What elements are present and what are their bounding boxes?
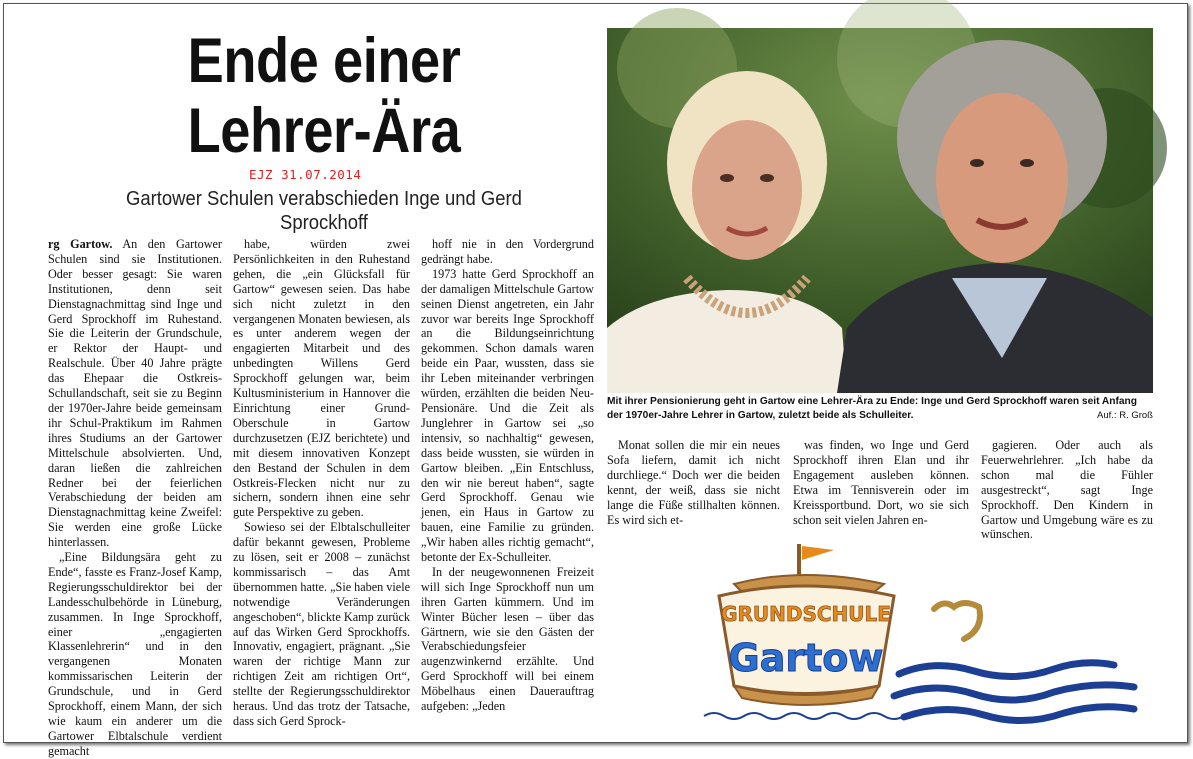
- article-text: An den Gartower Schulen sind sie Institutionen. Oder besser gesagt: Sie waren Institutionen, denn seit Dienstagnachmittag sind Inge und Gerd Sprockhoff im Ruhestand. Sie die Leiterin der Grundschule, er Rektor der Haupt- und Realschule. Über 40 Jahre prägte das Ehepaar die Ostkreis-Schullandschaft, seit sie zu Beginn der 1970er-Jahre beide gemeinsam ihr Schul-Praktikum im Rahmen ihres Studiums an der Gartower Mittelschule absolvierten. Und, daran ließen die zahlreichen Redner bei der feierlichen Verabschiedung der beiden am Dienstagnachmittag keine Zweifel: Sie werden eine große Lücke hinterlassen.: [48, 237, 222, 550]
- article-column-4: [607, 438, 780, 527]
- article-paragraph: [48, 237, 222, 550]
- article-column-6: [981, 438, 1153, 542]
- article-text: was finden, wo Inge und Gerd Sprockhoff ihren Elan und ihr Engagement ausleben können. Etwa im Tennisverein oder im Kreissportbund. Dort, wo sie sich schon seit vielen Jahren en-: [793, 438, 969, 527]
- article-text: hoff nie in den Vordergrund gedrängt habe.: [421, 237, 594, 266]
- article-text: 1973 hatte Gerd Sprockhoff an der damaligen Mittelschule Gartow seinen Dienst angetreten, ein Jahr zuvor war bereits Inge Sprockhoff an die Bildungseinrichtung gekommen. Schon damals waren beide ein Paar, wussten, dass sie ihr Leben miteinander verbringen würden, erzählten die beiden Neu-Pensionäre. Und die Zeit als Junglehrer in Gartow sei „so intensiv, so nachhaltig“ gewesen, dass beide wussten, sie würden in Gartow bleiben. „Ein Entschluss, den wir nie bereut haben“, sagte Gerd Sprockhoff. Genau wie jenen, ein Haus in Gartow zu bauen, eine Familie zu gründen. „Wir haben alles richtig gemacht“, betonte der Ex-Schulleiter.: [421, 266, 594, 565]
- subheadline: Gartower Schulen verabschieden Inge und Gerd Sprockhoff: [126, 187, 522, 234]
- photo-caption: [607, 395, 1153, 422]
- newspaper-page: [3, 3, 1188, 758]
- article-paragraph: [421, 267, 594, 565]
- article-text: habe, würden zwei Persönlichkeiten in den Ruhestand gehen, die „ein Glücksfall für Gartow“ gewesen seien. Das habe sich nicht zuletzt in den vergangenen Monaten bewiesen, als es unter anderem wegen der engagierten Mitarbeit und des unbedingten Willens Gerd Sprockhoff gelungen war, beim Kultusministerium in Hannover die Einrichtung einer Grund-Oberschule in Gartow durchzusetzen (EJZ berichtete) und mit diesem innovativen Konzept den Bestand der Schulen in dem Ostkreis-Flecken nicht nur zu sichern, sondern ihnen eine sehr gute Perspektive zu geben.: [233, 237, 410, 520]
- photo-credit: Auf.: R. Groß: [1091, 409, 1153, 423]
- article-paragraph: [981, 438, 1153, 542]
- headline: [131, 26, 518, 166]
- logo-text-line-2: Gartow: [728, 636, 884, 680]
- article-column-3: [421, 237, 594, 714]
- article-paragraph: [421, 565, 594, 714]
- article-text: Monat sollen die mir ein neues Sofa liefern, damit ich nicht durchliege.“ Doch wer die beiden kennt, der weiß, dass sie nicht lange die Füße stillhalten können. Es wird sich et-: [607, 438, 780, 527]
- headline-line-2: Lehrer-Ära: [187, 96, 461, 166]
- article-column-5: [793, 438, 969, 527]
- article-paragraph: [233, 237, 410, 520]
- article-paragraph: [421, 237, 594, 267]
- article-text: In der neugewonnenen Freizeit will sich Inge Sprockhoff nun um ihren Garten kümmern. Und im Winter Bücher lesen – über das Gärtnern, wie sie den Gästen der Verabschiedungsfeier augenzwinkernd erzählte. Und Gerd Sprockhoff will bei einem Möbelhaus einen Dauerauftrag aufgeben: „Jeden: [421, 564, 594, 714]
- article-paragraph: [793, 438, 969, 527]
- article-paragraph: [48, 550, 222, 759]
- dateline: EJZ 31.07.2014: [249, 167, 362, 182]
- headline-line-1: Ende einer: [187, 26, 461, 96]
- article-paragraph: [233, 520, 410, 729]
- photo-caption-text: Mit ihrer Pensionierung geht in Gartow eine Lehrer-Ära zu Ende: Inge und Gerd Sprockhoff waren seit Anfang der 1970er-Jahre Lehrer in Gartow, zuletzt beide als Schulleiter.: [607, 396, 1137, 421]
- logo-text-line-1: GRUNDSCHULE: [721, 602, 891, 626]
- waves-decoration: [884, 599, 1154, 729]
- article-text: „Eine Bildungsära geht zu Ende“, fasste es Franz-Josef Kamp, Regierungsschuldirektor bei der Landesschulbehörde in Lüneburg, zusammen. In Inge Sprockhoff, einer „engagierten Klassenlehrerin“ und in den vergangenen Monaten kommissarischen Leiterin der Grundschule, und in Gerd Sprockhoff, einem Mann, der sich wie kaum ein anderer um die Gartower Elbtalschule verdient gemacht: [48, 550, 222, 758]
- article-lead: rg Gartow.: [48, 237, 113, 251]
- article-column-1: [48, 237, 222, 759]
- article-text: Sowieso sei der Elbtalschulleiter dafür bekannt gewesen, Probleme zu lösen, seit er 2008 – zunächst kommissarisch – das Amt übernommen hatte. „Sie haben viele notwendige Veränderungen angeschoben“, blickte Kamp zurück auf das Wirken Gerd Sprockhoffs. Innovativ, engagiert, prägnant. „Sie waren der richtige Mann zur richtigen Zeit am richtigen Ort“, stellte der Regierungsschuldirektor heraus. Und das trotz der Tatsache, dass sich Gerd Sprock-: [233, 520, 410, 728]
- couple-photo: [607, 28, 1153, 393]
- article-text: gagieren. Oder auch als Feuerwehrlehrer. „Ich habe da schon mal die Fühler ausgestreckt“, sagt Inge Sprockhoff. Den Kindern in Gartow und Umgebung wäre es zu wünschen.: [981, 438, 1153, 542]
- article-paragraph: [607, 438, 780, 527]
- couple-photo-illustration: [607, 28, 1153, 393]
- article-column-2: [233, 237, 410, 729]
